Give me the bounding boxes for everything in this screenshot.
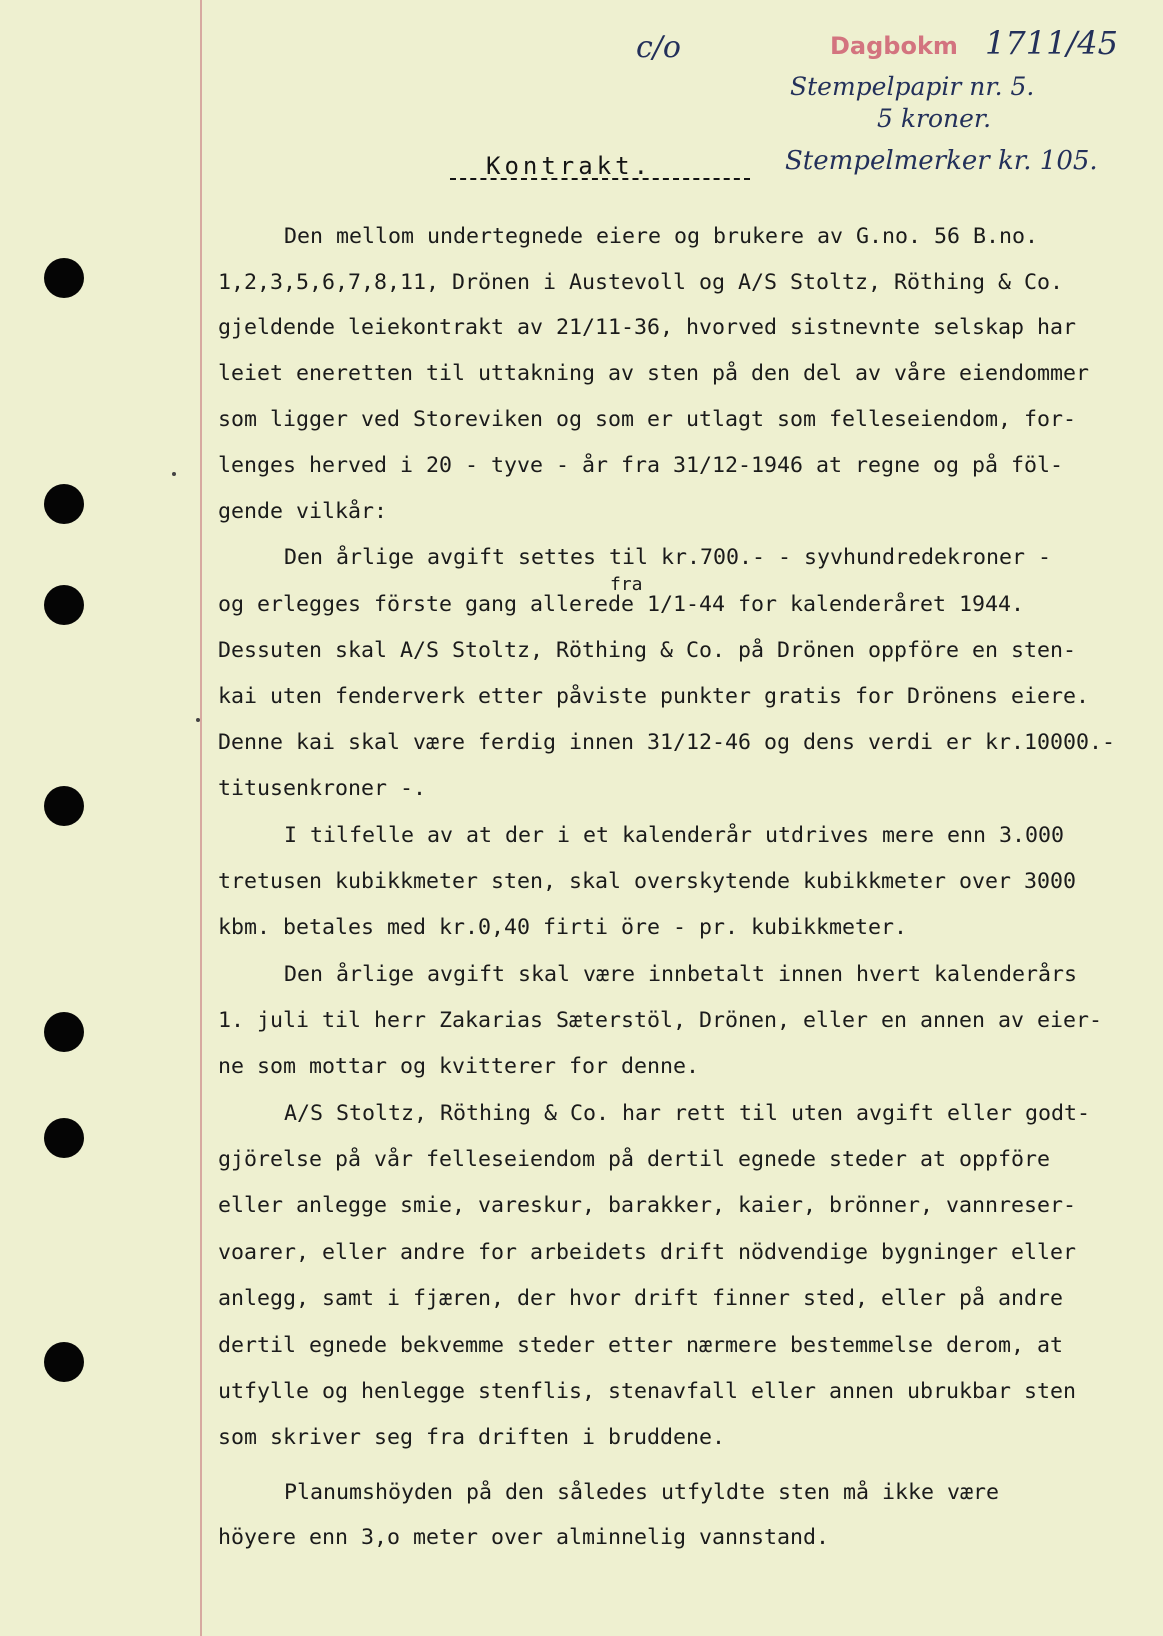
handwritten-mark: c/o <box>636 30 681 65</box>
text-line: og erlegges förste gang allerede 1/1-44 for kalenderåret 1944. <box>218 592 1025 617</box>
journal-number: 1711/45 <box>985 24 1118 62</box>
text-line: utfylle og henlegge stenflis, stenavfall eller annen ubrukbar sten <box>218 1379 1077 1404</box>
punch-hole <box>44 585 84 625</box>
text-line: A/S Stoltz, Röthing & Co. har rett til uten avgift eller godt- <box>284 1101 1091 1126</box>
inserted-word: fra <box>610 574 643 595</box>
text-line: Den mellom undertegnede eiere og brukere av G.no. 56 B.no. <box>284 224 1039 249</box>
margin-line <box>200 0 202 1636</box>
punch-hole <box>44 258 84 298</box>
text-line: Denne kai skal være ferdig innen 31/12-46 og dens verdi er kr.10000.- <box>218 730 1116 755</box>
text-line: ne som mottar og kvitterer for denne. <box>218 1054 700 1079</box>
text-line: kbm. betales med kr.0,40 firti öre - pr. kubikkmeter. <box>218 915 908 940</box>
text-line: som skriver seg fra driften i bruddene. <box>218 1425 726 1450</box>
punch-hole <box>44 484 84 524</box>
stamp-paper-note: Stempelpapir nr. 5. <box>790 72 1035 101</box>
text-line: som ligger ved Storeviken og som er utlagt som felleseiendom, for- <box>218 407 1077 432</box>
text-line: Den årlige avgift settes til kr.700.- - syvhundredekroner - <box>284 545 1052 570</box>
text-line: Dessuten skal A/S Stoltz, Röthing & Co. på Drönen oppföre en sten- <box>218 638 1077 663</box>
text-line: gende vilkår: <box>218 499 388 524</box>
punch-hole <box>44 1342 84 1382</box>
punch-hole <box>44 1118 84 1158</box>
text-line: 1,2,3,5,6,7,8,11, Drönen i Austevoll og A/S Stoltz, Röthing & Co. <box>218 270 1064 295</box>
text-line: 1. juli til herr Zakarias Sæterstöl, Drönen, eller en annen av eier- <box>218 1008 1103 1033</box>
text-line: lenges herved i 20 - tyve - år fra 31/12-1946 at regne og på föl- <box>218 453 1064 478</box>
text-line: Planumshöyden på den således utfyldte sten må ikke være <box>284 1480 1000 1505</box>
text-line: voarer, eller andre for arbeidets drift nödvendige bygninger eller <box>218 1240 1077 1265</box>
stamp-paper-value: 5 kroner. <box>877 104 992 133</box>
text-line: anlegg, samt i fjæren, der hvor drift finner sted, eller på andre <box>218 1286 1064 1311</box>
text-line: titusenkroner -. <box>218 776 427 801</box>
text-line: leiet eneretten til uttakning av sten på den del av våre eiendommer <box>218 361 1090 386</box>
stamp-marks-note: Stempelmerker kr. 105. <box>785 146 1098 176</box>
punch-hole <box>44 786 84 826</box>
text-line: dertil egnede bekvemme steder etter nærmere bestemmelse derom, at <box>218 1333 1064 1358</box>
text-line: höyere enn 3,o meter over alminnelig vannstand. <box>218 1525 830 1550</box>
speck <box>172 472 176 476</box>
text-line: tretusen kubikkmeter sten, skal overskytende kubikkmeter over 3000 <box>218 869 1077 894</box>
text-line: I tilfelle av at der i et kalenderår utdrives mere enn 3.000 <box>284 823 1065 848</box>
text-line: Den årlige avgift skal være innbetalt innen hvert kalenderårs <box>284 962 1078 987</box>
document-title: Kontrakt. <box>486 152 653 180</box>
dagbok-stamp: Dagbokm <box>830 32 958 60</box>
text-line: gjörelse på vår felleseiendom på dertil egnede steder at oppföre <box>218 1147 1051 1172</box>
title-underline <box>450 178 750 180</box>
text-line: kai uten fenderverk etter påviste punkter gratis for Drönens eiere. <box>218 684 1090 709</box>
text-line: gjeldende leiekontrakt av 21/11-36, hvorved sistnevnte selskap har <box>218 315 1077 340</box>
text-line: eller anlegge smie, vareskur, barakker, kaier, brönner, vannreser- <box>218 1193 1077 1218</box>
speck <box>196 718 200 722</box>
punch-hole <box>44 1012 84 1052</box>
